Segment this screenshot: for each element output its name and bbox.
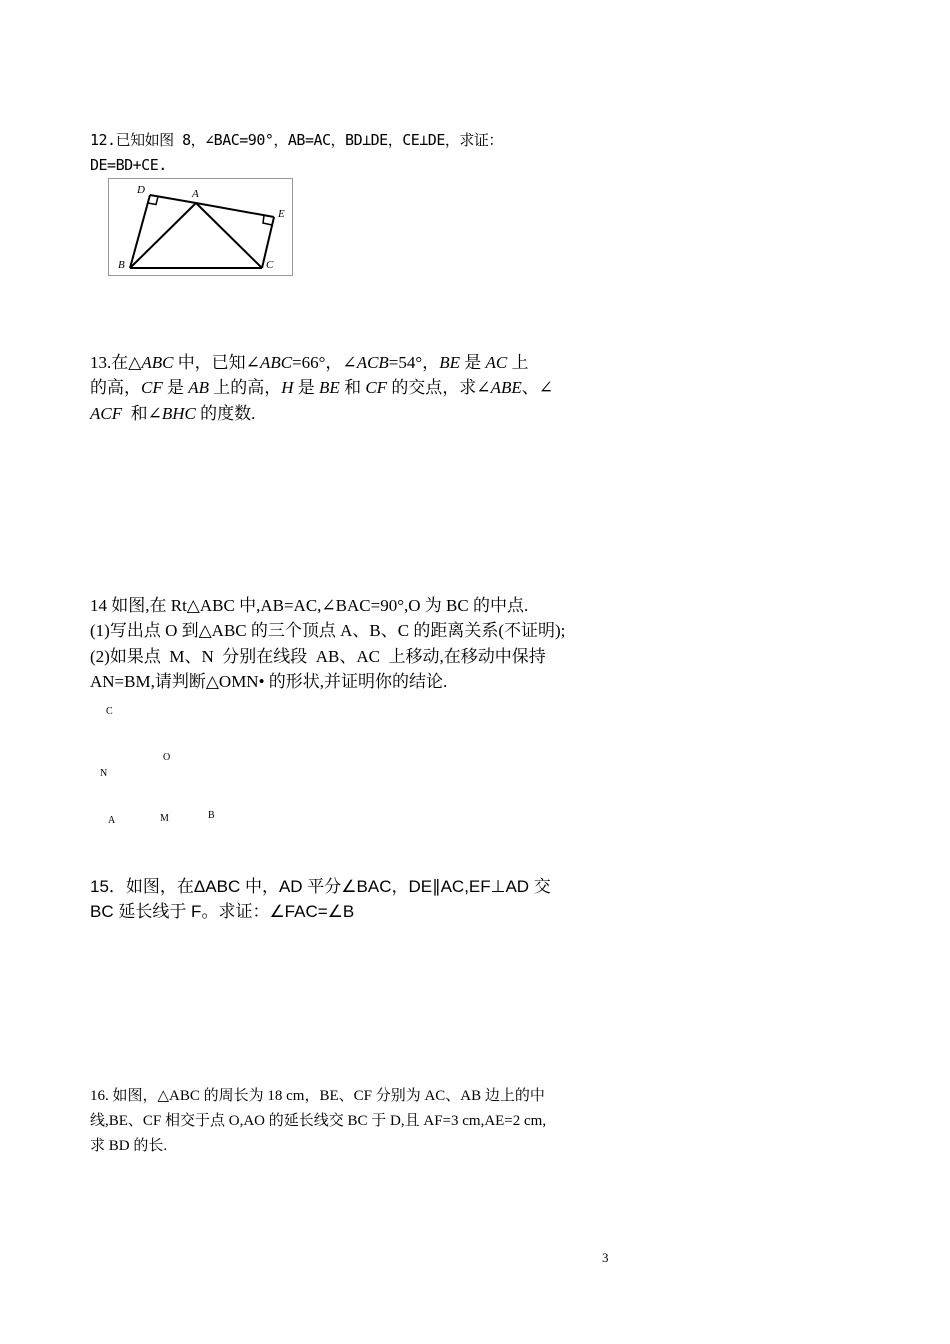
q13-text: 是: [459, 353, 486, 372]
label-b: B: [208, 810, 215, 821]
q13-text: 和∠: [122, 404, 162, 423]
q13-math: CF: [365, 378, 388, 397]
q12-line-1: 12.已知如图 8，∠BAC=90°，AB=AC，BD⊥DE，CE⊥DE，求证：: [90, 131, 503, 149]
q13-text: 和: [339, 378, 366, 397]
q13-math: ACF: [90, 404, 123, 423]
q13-math: ABC: [259, 353, 293, 372]
page-number: 3: [602, 1250, 609, 1265]
q13-math: ACB: [356, 353, 389, 372]
q13-text: 、∠: [521, 378, 553, 397]
label-a: A: [192, 188, 199, 200]
q13-math: BE: [319, 378, 340, 397]
q15-line-1: 15．如图，在ΔABC 中，AD 平分∠BAC，DE∥AC,EF⊥AD 交: [90, 877, 551, 896]
q13-text: 的交点，求∠: [387, 378, 491, 397]
label-e: E: [278, 208, 285, 220]
q13-math: AB: [188, 378, 210, 397]
q13-line-2: [90, 376, 553, 400]
q16-line-1: 16. 如图，△ABC 的周长为 18 cm，BE、CF 分别为 AC、AB 边上的中: [90, 1088, 545, 1104]
label-c: C: [106, 706, 113, 717]
q15-line-2: BC 延长线于 F。求证：∠FAC=∠B: [90, 902, 355, 921]
q14-line-4: AN=BM,请判断△OMN• 的形状,并证明你的结论.: [90, 672, 448, 691]
q13-math: AC: [485, 353, 508, 372]
label-o: O: [163, 752, 171, 763]
q13-math: BE: [439, 353, 460, 372]
q13-line-3: [90, 402, 255, 426]
q13-text: 是: [162, 378, 189, 397]
q13-math: CF: [141, 378, 163, 397]
label-d: D: [137, 184, 145, 196]
q12-figure: [108, 178, 293, 276]
label-a: A: [108, 815, 116, 826]
q13-math: ABE: [490, 378, 522, 397]
q13-text: 是: [293, 378, 320, 397]
q13-text: 13.在△: [90, 353, 142, 372]
q13-text: 的度数.: [195, 404, 256, 423]
label-c: C: [266, 259, 274, 271]
q14-line-1: 14 如图,在 Rt△ABC 中,AB=AC,∠BAC=90°,O 为 BC 的中点.: [90, 596, 529, 615]
q13-text: 的高，: [90, 378, 141, 397]
q12-line-2: DE=BD+CE.: [90, 156, 167, 174]
q14-line-3: (2)如果点 M、N 分别在线段 AB、AC 上移动,在移动中保持: [90, 647, 546, 666]
q16-line-2: 线,BE、CF 相交于点 O,AO 的延长线交 BC 于 D,且 AF=3 cm,AE=2 cm,: [90, 1113, 547, 1129]
label-m: M: [160, 813, 169, 824]
q13-text: =66°，∠: [292, 353, 357, 372]
q13-text: =54°，: [388, 353, 440, 372]
q13-text: 上的高，: [209, 378, 282, 397]
q14-line-2: (1)写出点 O 到△ABC 的三个顶点 A、B、C 的距离关系(不证明);: [90, 621, 566, 640]
q13-text: 上: [507, 353, 529, 372]
q13-text: 中，已知∠: [173, 353, 260, 372]
q13-math: ABC: [141, 353, 174, 372]
label-b: B: [118, 259, 125, 271]
q16-line-3: 求 BD 的长.: [90, 1138, 168, 1154]
q13-line-1: [90, 351, 528, 375]
q13-math: BHC: [161, 404, 196, 423]
label-n: N: [100, 768, 108, 779]
q13-math: H: [281, 378, 294, 397]
